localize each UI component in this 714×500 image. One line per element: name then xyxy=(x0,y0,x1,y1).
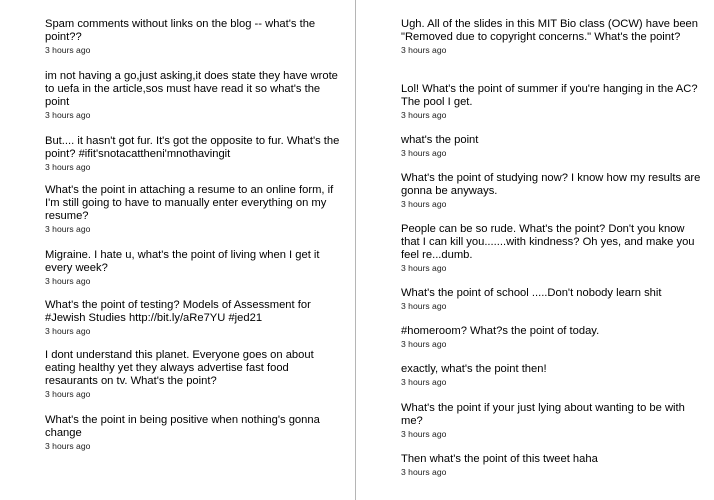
post-timestamp: 3 hours ago xyxy=(45,441,91,451)
list-item xyxy=(401,83,701,121)
post-text: im not having a go,just asking,it does state they have wrote to uefa in the article,sos must have read it so what's the point xyxy=(45,70,338,108)
list-item xyxy=(45,70,343,121)
post-text: What's the point in being positive when nothing's gonna change xyxy=(45,414,320,439)
post-timestamp: 3 hours ago xyxy=(401,301,447,311)
post-text: But.... it hasn't got fur. It's got the opposite to fur. What's the point? #ifit'snotacattheni'mnothavingit xyxy=(45,135,340,160)
post-text: Ugh. All of the slides in this MIT Bio class (OCW) have been "Removed due to copyright concerns." What's the point? xyxy=(401,18,699,43)
list-item xyxy=(401,18,701,56)
post-text: #homeroom? What?s the point of today. xyxy=(401,325,600,337)
post-text: Migraine. I hate u, what's the point of living when I get it every week? xyxy=(45,249,320,274)
post-text: Spam comments without links on the blog -- what's the point?? xyxy=(45,18,316,43)
list-item xyxy=(45,184,343,235)
post-text: Then what's the point of this tweet haha xyxy=(401,453,598,465)
post-timestamp: 3 hours ago xyxy=(45,326,91,336)
post-text: What's the point of school .....Don't nobody learn shit xyxy=(401,287,662,299)
post-timestamp: 3 hours ago xyxy=(45,162,91,172)
list-item xyxy=(45,414,343,452)
list-item xyxy=(401,287,701,312)
post-text: What's the point in attaching a resume to an online form, if I'm still going to have to manually enter everything on my resume? xyxy=(45,184,334,222)
post-text: People can be so rude. What's the point? Don't you know that I can kill you.......with kindness? Oh yes, and make you feel re...dumb. xyxy=(401,223,695,261)
post-text: I dont understand this planet. Everyone goes on about eating healthy yet they always advertise fast food resaurants on tv. What's the point? xyxy=(45,349,314,387)
list-item xyxy=(401,363,701,388)
post-timestamp: 3 hours ago xyxy=(45,224,91,234)
post-text: What's the point of testing? Models of Assessment for #Jewish Studies http://bit.ly/aRe7YU #jed21 xyxy=(45,299,311,324)
post-timestamp: 3 hours ago xyxy=(45,110,91,120)
list-item xyxy=(401,134,701,159)
list-item xyxy=(45,349,343,400)
list-item xyxy=(401,325,701,350)
post-timestamp: 3 hours ago xyxy=(401,377,447,387)
list-item xyxy=(45,249,343,287)
post-timestamp: 3 hours ago xyxy=(401,467,447,477)
list-item xyxy=(401,453,701,478)
post-timestamp: 3 hours ago xyxy=(45,389,91,399)
post-timestamp: 3 hours ago xyxy=(45,276,91,286)
column-divider xyxy=(355,0,356,500)
post-timestamp: 3 hours ago xyxy=(401,45,447,55)
list-item xyxy=(45,18,343,56)
post-timestamp: 3 hours ago xyxy=(401,339,447,349)
list-item xyxy=(401,172,701,210)
list-item xyxy=(45,135,343,173)
post-text: exactly, what's the point then! xyxy=(401,363,547,375)
post-text: What's the point of studying now? I know how my results are gonna be anyways. xyxy=(401,172,701,197)
post-timestamp: 3 hours ago xyxy=(401,199,447,209)
post-timestamp: 3 hours ago xyxy=(401,429,447,439)
post-timestamp: 3 hours ago xyxy=(401,263,447,273)
post-text: Lol! What's the point of summer if you're hanging in the AC? The pool I get. xyxy=(401,83,698,108)
post-timestamp: 3 hours ago xyxy=(401,148,447,158)
post-timestamp: 3 hours ago xyxy=(45,45,91,55)
list-item xyxy=(401,223,701,274)
post-text: what's the point xyxy=(401,134,479,146)
list-item xyxy=(45,299,343,337)
post-text: What's the point if your just lying about wanting to be with me? xyxy=(401,402,685,427)
post-timestamp: 3 hours ago xyxy=(401,110,447,120)
list-item xyxy=(401,402,701,440)
